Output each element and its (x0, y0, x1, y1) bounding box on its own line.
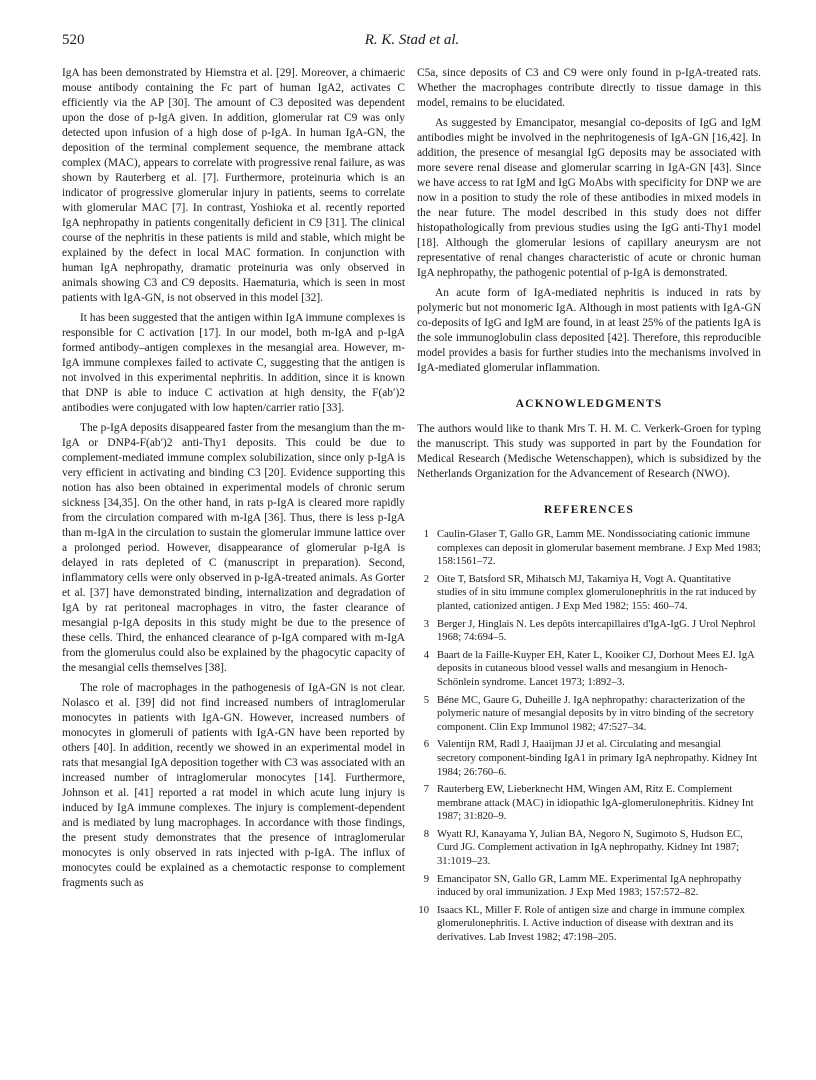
references-heading: REFERENCES (544, 503, 634, 516)
reference-item (417, 618, 761, 645)
reference-item (417, 904, 761, 945)
reference-text: Rauterberg EW, Lieberknecht HM, Wingen AM, Ritz E. Complement membrane attack (MAC) in idiopathic IgA-glomerulonephritis. Kidney Int 1987; 31:820–9. (437, 784, 754, 823)
body-paragraph: IgA has been demonstrated by Hiemstra et al. [29]. Moreover, a chimaeric mouse antibody containing the Fc part of human IgA2, activates C efficiently via the AP [30]. The amount of C3 deposited was dependent upon the dose of p-IgA given. In addition, glomerular rat C9 was only detected upon infusion of a high dose of p-IgA. In human IgA-GN, the deposition of the terminal complement sequence, the membrane attack complex (MAC), appears to correlate with progressive renal failure, as was shown by Rauterberg et al. [7]. Furthermore, proteinuria which is an indicator of progressive glomerular injury in patients, seems to correlate with glomerular MAC [7]. In contrast, Yoshioka et al. recently reported IgA nephropathy in patients congenitally deficient in C9 [31]. The clinical course of the nephritis in these patients is mild and stable, which might be explained by the defect in local MAC formation. In conjunction with human IgA nephropathy, dramatic proteinuria was only observed in animals showing C3 and C9 deposits. Haematuria, which is seen in most patients with IgA-GN, is not observed in this model [32]. (62, 67, 405, 304)
reference-item (417, 828, 761, 869)
reference-text: Valentijn RM, Radl J, Haaijman JJ et al. Circulating and mesangial secretory component-binding IgA1 in primary IgA nephropathy. Kidney Int 1984; 26:760–6. (437, 739, 758, 778)
reference-item (417, 694, 761, 735)
right-column (417, 66, 761, 949)
reference-item (417, 783, 761, 824)
acknowledgments-text: The authors would like to thank Mrs T. H. M. C. Verkerk-Groen for typing the manuscript. This study was supported in part by the Foundation for Medical Research (Medische Wetenschappen), which is subsidized by the Netherlands Organization for the Advancement of Research (NWO). (417, 423, 761, 480)
reference-text: Baart de la Faille-Kuyper EH, Kater L, Kooiker CJ, Dorhout Mees EJ. IgA deposits in cutaneous blood vessel walls and mesangium in Henoch-Schönlein syndrome. Lancet 1973; 1:892–3. (437, 649, 755, 688)
body-paragraph: C5a, since deposits of C3 and C9 were only found in p-IgA-treated rats. Whether the macrophages contribute directly to tissue damage in this model, remains to be elucidated. (417, 67, 761, 109)
acknowledgments-heading: ACKNOWLEDGMENTS (515, 397, 663, 410)
reference-number: 4 (423, 649, 429, 661)
reference-number: 7 (423, 784, 429, 796)
body-paragraph: The role of macrophages in the pathogenesis of IgA-GN is not clear. Nolasco et al. [39] did not find increased numbers of intraglomerular monocytes in patients with IgA-GN. However, increased numbers of monocytes in glomeruli of patients with IgA-GN have been reported by others [40]. In addition, recently we showed in an experimental model in rats that mesangial IgA deposition together with C3 was associated with an increased number of intraglomerular monocytes [14]. Furthermore, Johnson et al. [41] reported a rat model in which acute lung injury is induced by IgA immune complexes. The injury is complement-dependent and is mediated by lung macrophages. In accordance with those findings, the present study demonstrates that the presence of intraglomerular monocytes is only observed in rats injected with p-IgA. The influx of monocytes could be explained as a chemotactic response to complement fragments such as (62, 682, 405, 889)
body-paragraph: As suggested by Emancipator, mesangial co-deposits of IgG and IgM antibodies might be involved in the nephritogenesis of IgA-GN [16,42]. In addition, the presence of mesangial IgG deposits may be associated with more severe renal disease and glomerular scarring in IgA-GN [43]. Since we have access to rat IgM and IgG MoAbs with specificity for DNP we are now in a position to study the role of these antibodies in mixed models in the near future. The model described in this study does not differ histopathologically from previous studies using the IgG anti-Thy1 model [18]. Although the glomerular lesions of capillary aneurysm are not representative of renal changes characteristic of acute or chronic human IgA nephropathy, the pathogenic potential of p-IgA is demonstrated. (417, 117, 761, 279)
reference-number: 5 (423, 694, 429, 706)
body-paragraph: The p-IgA deposits disappeared faster from the mesangium than the m-IgA or DNP4-F(ab′)2 anti-Thy1 deposits. This could be due to complement-mediated immune complex solubilization, since only p-IgA is very efficient in activating and binding C3 [20]. Evidence supporting this notion has also been obtained in experimental models of chronic serum sickness [34,35]. On the other hand, in rats p-IgA is cleared more rapidly from the circulation compared with m-IgA [36]. Thus, there is less p-IgA than m-IgA in the circulation to sustain the glomerular immune lattice over a prolonged period. However, disappearance of glomerular p-IgA is delayed in rats depleted of C (manuscript in preparation). Second, inflammatory cells were only observed in p-IgA-treated animals. As Gorter et al. [37] have demonstrated binding, internalization and degradation of IgA by rat peritoneal macrophages in vitro, the faster clearance of mesangial p-IgA deposits in this study might be due to the presence of these cells. Third, the enhanced clearance of p-IgA compared with m-IgA from the glomerulus could also be explained by the phagocytic capacity of the mesangial cells themselves [38]. (62, 422, 405, 674)
left-column (62, 66, 405, 896)
reference-number: 8 (423, 828, 429, 840)
reference-text: Caulin-Glaser T, Gallo GR, Lamm ME. Nondissociating cationic immune complexes can deposit in glomerular basement membrane. J Exp Med 1983; 158:1561–72. (437, 529, 761, 568)
page-header (62, 32, 762, 56)
reference-text: Béne MC, Gaure G, Duheille J. IgA nephropathy: characterization of the polymeric nature of mesangial deposits by in vitro binding of the secretory component. Clin Exp Immunol 1982; 47:527–34. (437, 694, 754, 733)
reference-text: Wyatt RJ, Kanayama Y, Julian BA, Negoro N, Sugimoto S, Hudson EC, Curd JG. Complement activation in IgA nephropathy. Kidney Int 1987; 31:1019–23. (437, 828, 743, 868)
reference-text: Berger J, Hinglais N. Les depôts intercapillaires d'IgA-IgG. J Urol Nephrol 1968; 74:694–5. (437, 618, 756, 644)
reference-list (417, 528, 761, 945)
body-paragraph: It has been suggested that the antigen within IgA immune complexes is responsible for C activation [17]. In our model, both m-IgA and p-IgA formed antibody–antigen complexes in the mesangial area. However, m-IgA immune complexes failed to activate C, suggesting that the antigen is not involved in this experimental nephritis. In addition, since it is known that DNP is able to induce C activation at high density, the F(ab′)2 antibodies were conjugated with low hapten/carrier ratio [33]. (62, 312, 405, 414)
body-paragraph: An acute form of IgA-mediated nephritis is induced in rats by polymeric but not monomeric IgA. Although in most patients with IgA-GN co-deposits of IgG and IgM are found, in at least 25% of the patients IgA is the sole immunoglobulin class deposited [42]. Therefore, this reproducible model provides a basis for further studies into the mechanisms involved in IgA-mediated glomerular inflammation. (417, 287, 761, 374)
reference-number: 10 (418, 904, 429, 916)
reference-item (417, 649, 761, 690)
reference-text: Isaacs KL, Miller F. Role of antigen size and charge in immune complex glomerulonephritis. I. Active induction of disease with dextran and its derivatives. Lab Invest 1982; 47:198–205. (437, 904, 745, 944)
reference-number: 9 (423, 873, 429, 885)
reference-number: 1 (423, 529, 429, 540)
reference-item (417, 528, 761, 569)
reference-text: Emancipator SN, Gallo GR, Lamm ME. Experimental IgA nephropathy induced by oral immunization. J Exp Med 1983; 157:572–82. (437, 873, 742, 899)
running-head: R. K. Stad et al. (364, 32, 460, 48)
reference-item (417, 573, 761, 614)
page-number: 520 (62, 32, 85, 48)
reference-item (417, 873, 761, 900)
reference-text: Oite T, Batsford SR, Mihatsch MJ, Takamiya H, Vogt A. Quantitative studies of in situ immune complex glomerulonephritis in the rat induced by planted, cationized antigen. J Exp Med 1982; 155: 460–74. (437, 573, 757, 612)
reference-number: 6 (423, 739, 429, 751)
reference-item (417, 738, 761, 779)
reference-number: 3 (423, 618, 429, 630)
reference-number: 2 (423, 573, 429, 585)
